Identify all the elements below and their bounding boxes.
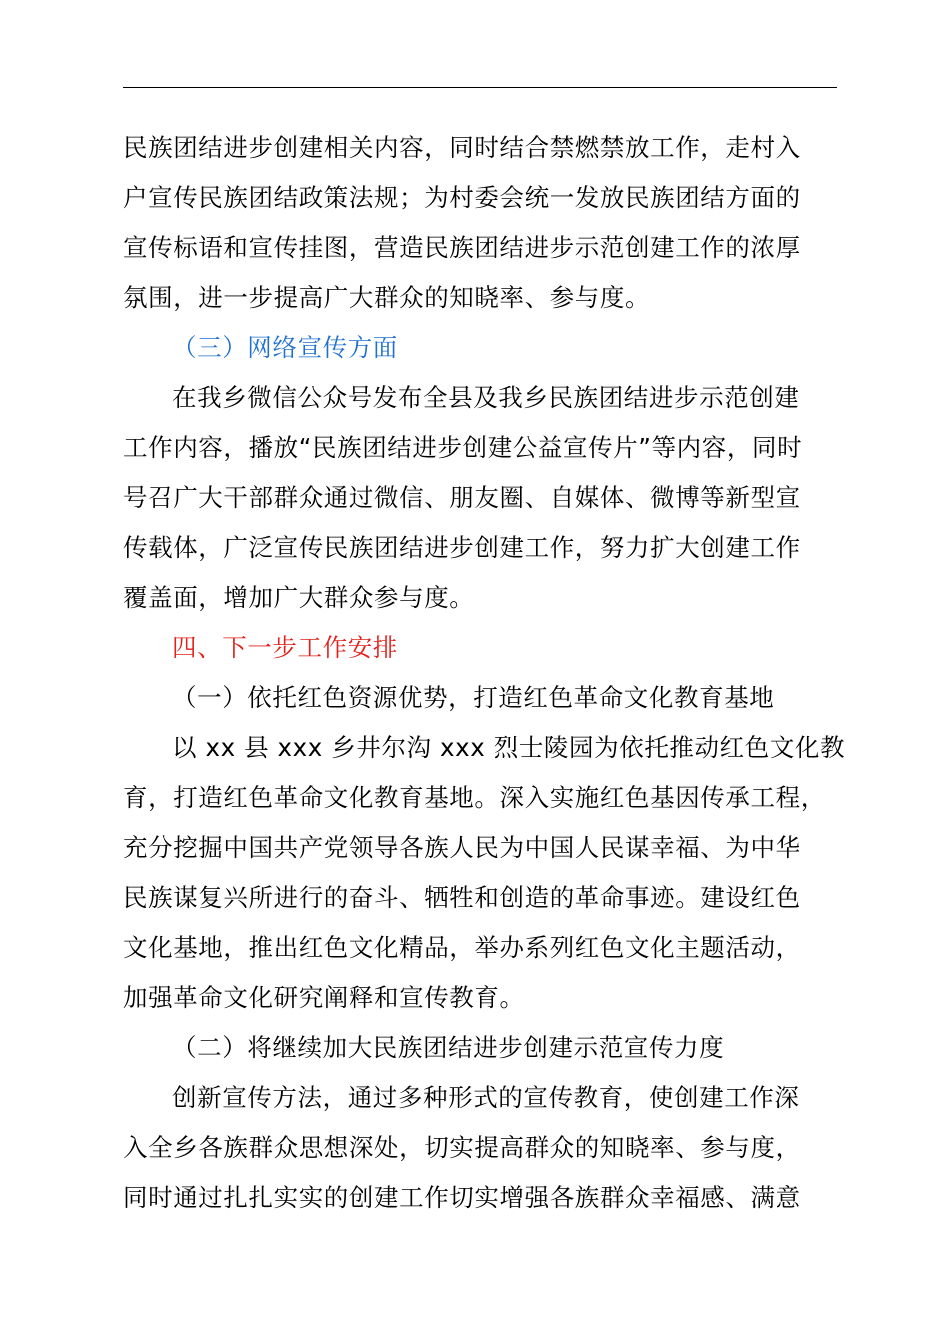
paragraph-line: 工作内容，播放“民族团结进步创建公益宣传片”等内容，同时 xyxy=(123,433,803,462)
paragraph-line: 传载体，广泛宣传民族团结进步创建工作，努力扩大创建工作 xyxy=(123,533,801,562)
paragraph-line: 充分挖掘中国共产党领导各族人民为中国人民谋幸福、为中华 xyxy=(123,833,801,862)
paragraph-line: 加强革命文化研究阐释和宣传教育。 xyxy=(123,983,525,1012)
paragraph-line: 文化基地，推出红色文化精品，举办系列红色文化主题活动， xyxy=(123,933,801,962)
paragraph-line: 民族团结进步创建相关内容，同时结合禁燃禁放工作，走村入 xyxy=(123,133,801,162)
paragraph-line: 在我乡微信公众号发布全县及我乡民族团结进步示范创建 xyxy=(172,383,800,412)
paragraph-line: 覆盖面，增加广大群众参与度。 xyxy=(123,583,475,612)
paragraph-line: 以 xx 县 xxx 乡井尔沟 xxx 烈士陵园为依托推动红色文化教 xyxy=(172,733,846,762)
paragraph-line: 宣传标语和宣传挂图，营造民族团结进步示范创建工作的浓厚 xyxy=(123,233,801,262)
paragraph-line: 户宣传民族团结政策法规；为村委会统一发放民族团结方面的 xyxy=(123,183,801,212)
subheading-red-resources: （一）依托红色资源优势，打造红色革命文化教育基地 xyxy=(172,683,775,712)
paragraph-line: 氛围，进一步提高广大群众的知晓率、参与度。 xyxy=(123,283,651,312)
section-heading-network: （三）网络宣传方面 xyxy=(172,333,398,362)
paragraph-line: 入全乡各族群众思想深处，切实提高群众的知晓率、参与度， xyxy=(123,1133,801,1162)
section-heading-next-steps: 四、下一步工作安排 xyxy=(172,633,398,662)
subheading-publicity: （二）将继续加大民族团结进步创建示范宣传力度 xyxy=(172,1033,725,1062)
paragraph-line: 同时通过扎扎实实的创建工作切实增强各族群众幸福感、满意 xyxy=(123,1183,801,1212)
paragraph-line: 创新宣传方法，通过多种形式的宣传教育，使创建工作深 xyxy=(172,1083,800,1112)
paragraph-line: 育，打造红色革命文化教育基地。深入实施红色基因传承工程， xyxy=(123,783,826,812)
paragraph-line: 民族谋复兴所进行的奋斗、牺牲和创造的革命事迹。建设红色 xyxy=(123,883,801,912)
paragraph-line: 号召广大干部群众通过微信、朋友圈、自媒体、微博等新型宣 xyxy=(123,483,801,512)
header-rule xyxy=(123,87,837,88)
